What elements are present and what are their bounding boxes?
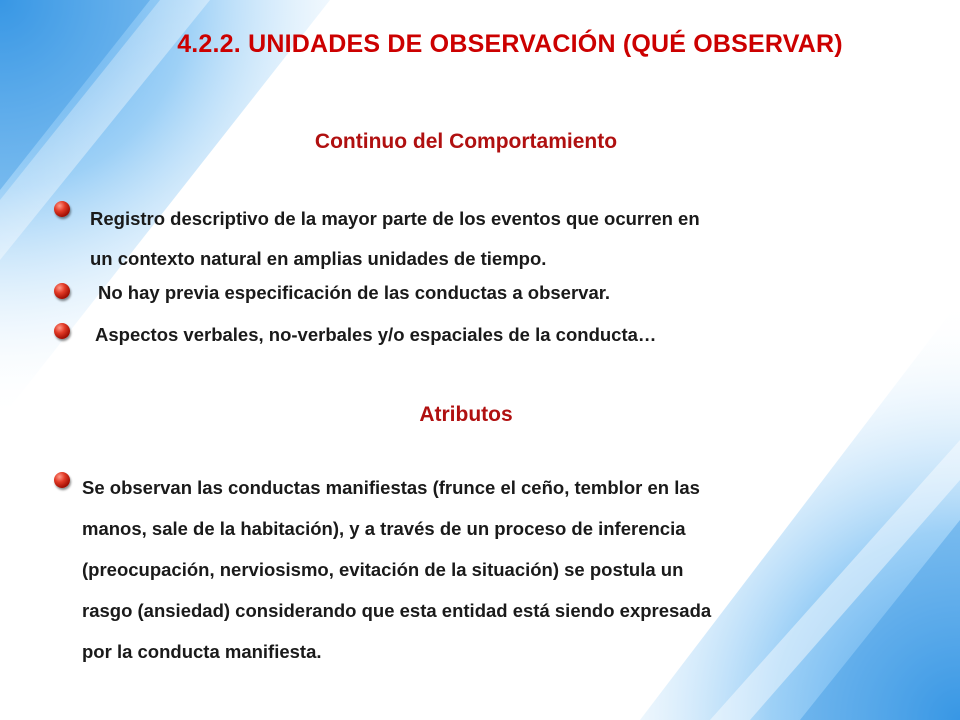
bullet-item-line: un contexto natural en amplias unidades de tiempo. <box>90 248 547 269</box>
bullet-item-line: Registro descriptivo de la mayor parte de los eventos que ocurren en <box>90 208 700 229</box>
slide-title: 4.2.2. UNIDADES DE OBSERVACIÓN (QUÉ OBSERVAR) <box>177 30 843 58</box>
bullet-item-line: Aspectos verbales, no-verbales y/o espaciales de la conducta… <box>95 324 657 345</box>
bullet-item-se-observan <box>82 467 711 672</box>
section-heading-continuo: Continuo del Comportamiento <box>314 130 618 153</box>
bullet-item-line: Se observan las conductas manifiestas (frunce el ceño, temblor en las <box>82 477 700 498</box>
bullet-item-line: No hay previa especificación de las conductas a observar. <box>98 282 611 303</box>
bullet-item-registro <box>90 199 700 279</box>
bullet-item-line: rasgo (ansiedad) considerando que esta entidad está siendo expresada <box>82 600 712 621</box>
bullet-item-aspectos <box>95 324 656 346</box>
red-sphere-bullet-icon <box>54 283 70 299</box>
bullet-item-line: manos, sale de la habitación), y a través de un proceso de inferencia <box>82 518 686 539</box>
red-sphere-bullet-icon <box>54 323 70 339</box>
bullet-item-line: por la conducta manifiesta. <box>82 641 322 662</box>
bullet-item-line: (preocupación, nerviosismo, evitación de la situación) se postula un <box>82 559 684 580</box>
red-sphere-bullet-icon <box>54 472 70 488</box>
section-heading-atributos: Atributos <box>419 403 513 426</box>
red-sphere-bullet-icon <box>54 201 70 217</box>
bullet-item-no-hay <box>98 282 610 304</box>
